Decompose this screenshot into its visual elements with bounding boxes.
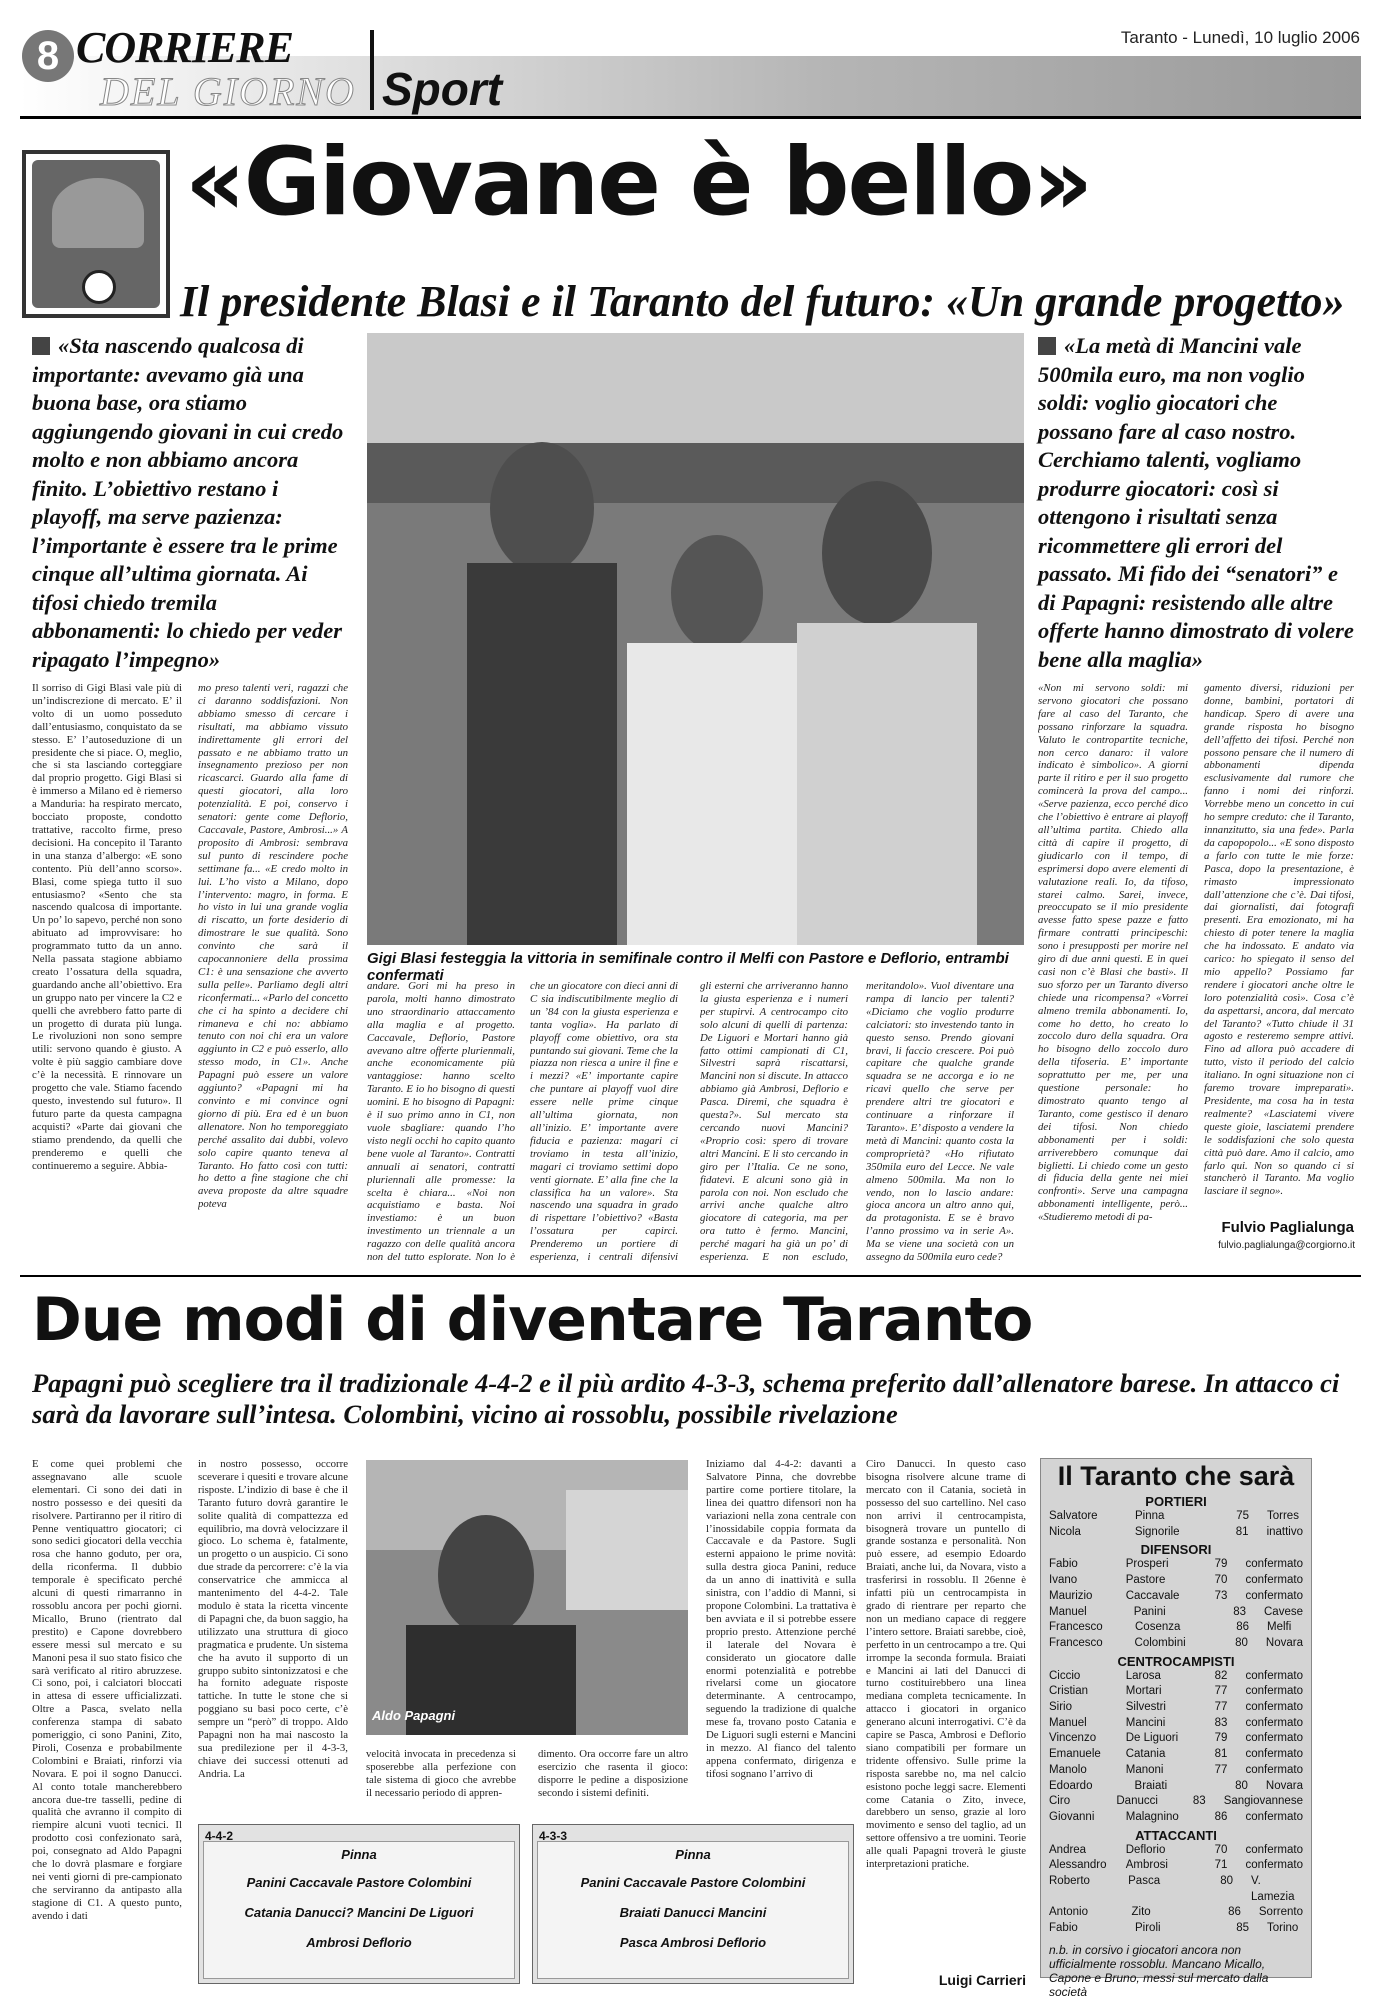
roster-row <box>1041 1843 1311 1859</box>
player-status: confermato <box>1245 1748 1303 1761</box>
roster-row <box>1041 1605 1311 1621</box>
player-first-name: Cristian <box>1049 1685 1088 1698</box>
player-surname: Prosperi <box>1125 1558 1169 1571</box>
player-surname: Silvestri <box>1125 1701 1166 1714</box>
photo-caption: Gigi Blasi festeggia la vittoria in semifinale contro il Melfi con Pastore e Deflorio, entrambi confermati <box>367 950 1009 984</box>
player-status: Melfi <box>1267 1621 1292 1634</box>
article2-subheadline: Papagni può scegliere tra il tradizionale 4-4-2 e il più ardito 4-3-3, schema preferito dall’allenatore barese. In attacco ci sarà da lavorare sull’intesa. Colombini, vicino ai rossoblu, possibile rivelazione <box>32 1368 1340 1429</box>
roster-row <box>1041 1636 1311 1652</box>
player-status: confermato <box>1245 1810 1303 1823</box>
player-birth-year: 75 <box>1236 1510 1249 1522</box>
formation-line-defense: Panini Caccavale Pastore Colombini <box>246 1875 472 1890</box>
player-first-name: Nicola <box>1049 1525 1081 1538</box>
newspaper-logo-subline: DEL GIORNO <box>100 69 356 114</box>
roster-row <box>1041 1794 1311 1810</box>
article-byline: Fulvio Paglialunga <box>1221 1219 1354 1236</box>
player-first-name: Ivano <box>1049 1574 1078 1587</box>
roster-row <box>1041 1573 1311 1589</box>
formation-line-goalkeeper: Pinna <box>675 1847 711 1862</box>
player-first-name: Vincenzo <box>1049 1732 1097 1745</box>
photo-aldo-papagni <box>366 1460 688 1735</box>
section-title: Sport <box>382 63 503 115</box>
player-surname: Braiati <box>1134 1779 1168 1792</box>
player-birth-year: 73 <box>1214 1589 1228 1602</box>
player-status: confermato <box>1245 1716 1303 1729</box>
player-surname: Danucci <box>1116 1795 1158 1808</box>
player-surname: Panini <box>1133 1605 1166 1618</box>
article-separator <box>20 1275 1361 1277</box>
player-first-name: Maurizio <box>1049 1589 1093 1602</box>
player-first-name: Ciro <box>1049 1795 1071 1808</box>
player-birth-year: 80 <box>1235 1779 1248 1792</box>
roster-row <box>1041 1684 1311 1700</box>
player-birth-year: 86 <box>1228 1906 1241 1919</box>
roster-role-heading: ATTACCANTI <box>1135 1827 1217 1843</box>
player-surname: Colombini <box>1134 1636 1186 1649</box>
roster-row <box>1041 1620 1311 1636</box>
roster-row <box>1041 1779 1311 1795</box>
player-status: confermato <box>1245 1732 1303 1745</box>
player-surname: Pastore <box>1125 1574 1166 1587</box>
photo-caption-papagni: Aldo Papagni <box>372 1708 456 1723</box>
player-first-name: Sirio <box>1049 1701 1073 1714</box>
player-birth-year: 83 <box>1192 1795 1206 1808</box>
player-status: Torino <box>1267 1922 1299 1935</box>
player-first-name: Giovanni <box>1049 1810 1095 1823</box>
roster-box <box>1040 1458 1312 1999</box>
article2-column-4: Iniziamo dal 4-4-2: davanti a Salvatore Pinna, che dovrebbe partire come portiere titolare, la linea dei quattro difensori non ha variazioni nella zona centrale con l’inossidabile coppia formata da Caccavale e da Pastore. Sugli esterni appaiono le prime novità: sulla destra gioca Panini, reduce da un anno di inattività e sulla sinistra, con l’addio di Manni, si propone Colombini. La trattativa è ben avviata e il si potrebbe essere proprio presto. Attenzione perché il laterale del Novara è considerato un giocatore dalle enormi potenzialità e potrebbe rivelarsi come un giocatore determinante. A centrocampo, seguendo la tradizione di qualche mese fa, trovano posto Catania e De Liguori sugli esterni e Mancini in mezzo. Al fianco del talento appena confermato, dirigenza e tifosi sognano l’arrivo di <box>706 1458 856 1780</box>
player-birth-year: 80 <box>1220 1875 1234 1888</box>
article-column-3: andare. Gori mi ha preso in parola, molti hanno dimostrato uno straordinario attaccamento alla maglia e al progetto. Caccavale, Deflorio, Pastore avevano altre offerte plurienmali, anche economicamente più vantaggiose: hanno scelto Taranto. E io ho bisogno di questi uomini. E ho bisogno di Papagni: è il suo primo anno in C1, non vuole sbagliare: quando l’ho visto negli occhi ho capito quanto bene vuole al Taranto». Contratti annuali ai senatori, contratti pluriennali alle promesse: la scelta è chiara... «Noi non acquistiamo e basta. Noi investiamo: è un buon investimento un triennale a un ragazzo con delle qualità ancora non del tutto esplorate. Non lo è <box>367 980 515 1264</box>
article2-column-5: Ciro Danucci. In questo caso bisogna risolvere alcune trame di mercato con il Catania, società in possesso del suo cartellino. Nel caso non arrivi il centrocampista, bisognerà trovare un puntello di grande sostanza e personalità. Non può essere, ad esempio Edoardo Braiati, anche lui, da Novara, visto a trasferirsi in rossoblu. Il 26enne è infatti più un centrocampista in grado di rientrare per reparto che non un mediano capace di reggere l’intero settore. Braiati sarebbe, cioè, perfetto in un centrocampo a tre. Qui irrompe la seconda formula. Braiati e Mancini ai lati del Danucci di turno costituirebbero una linea mediana completa tecnicamente. In attacco i giocatori in organico generano alcuni interrogativi. C’è da capire se Pasca, Ambrosi e Deflorio siano compatibili per formare un tridente offensivo. Sulle prime la risposta sarebbe no, ma nel calcio esistono poche leggi sacre. Elementi come Catania o Zito, invece, darebbero un senso, grazie al loro movimento e senso del taglio, ad un settore offensivo a tre uomini. Teorie alle quali Papagni troverà le giuste interpretazioni pratiche. <box>866 1458 1026 1871</box>
formation-line-defense: Panini Caccavale Pastore Colombini <box>580 1875 806 1890</box>
player-status: confermato <box>1245 1574 1303 1587</box>
taranto-crest-icon <box>22 150 170 318</box>
roster-row <box>1041 1905 1311 1921</box>
player-status: confermato <box>1245 1859 1303 1872</box>
player-first-name: Fabio <box>1049 1558 1078 1571</box>
article-column-6: meritandolo». Vuol diventare una rampa di lancio per talenti? «Diciamo che voglio produrre calciatori: sto investendo tanto in questo senso. Prendo giovani bravi, li faccio crescere. Poi può capitare che qualche grande squadra se ne accorga e io ne ricavi quello che serve per prendere altri tre giocatori e continuare a rinforzare il Taranto». E’ disposto a vendere la metà di Mancini: quanto costa la comproprietà? «Ho rifiutato 350mila euro del Lecce. Ne vale almeno 500mila. Ma non lo vendo, non lo lascio andare: gioca ancora un altro anno qui, da protagonista. E se è bravo l’anno prossimo va in serie A». Ma se viene una società con un assegno da 500mila euro cede? <box>866 980 1014 1264</box>
player-surname: Piroli <box>1135 1922 1161 1935</box>
photo-image <box>367 333 1024 945</box>
player-first-name: Emanuele <box>1049 1748 1101 1761</box>
player-surname: Mancini <box>1125 1716 1166 1729</box>
roster-title: Il Taranto che sarà <box>1057 1461 1295 1491</box>
player-birth-year: 86 <box>1214 1810 1228 1823</box>
roster-row <box>1041 1810 1311 1826</box>
article2-column-2: in nostro possesso, occorre sceverare i quesiti e trovare alcune risposte. L’indizio di base è che il Taranto futuro dovrà garantire le solite qualità di compattezza ed equilibrio, ma dovrà velocizzare il gioco. Lo schema è, fatalmente, un progetto o un auspicio. Ci sono due strade da percorrere: c’è la via conservatrice che ammicca al mantenimento del 4-4-2. Tale modulo è stata la ricetta vincente di Papagni che, da buon saggio, ha utilizzato una struttura di gioco pragmatica e prudente. Un sistema che ha avuto il supporto di un gruppo subito sintonizzatosi e che ha fornito adeguate risposte tattiche. In tutte le stone che si poggiano su basi poco certe, c’è sempre un “però” di troppo. Aldo Papagni non ha mai nascosto la sua predilezione per il 4-3-3, chiave dei successi ottenuti ad Andria. La <box>198 1458 348 1780</box>
player-status: Novara <box>1265 1636 1303 1649</box>
roster-row <box>1041 1874 1311 1905</box>
formation-line-midfield: Braiati Danucci Mancini <box>619 1905 767 1920</box>
player-surname: Deflorio <box>1125 1843 1166 1856</box>
article-subheadline: Il presidente Blasi e il Taranto del futuro: «Un grande progetto» <box>180 277 1345 326</box>
player-status: confermato <box>1245 1701 1303 1714</box>
article-headline: «Giovane è bello» <box>185 128 1092 237</box>
article-column-2: mo preso talenti veri, ragazzi che ci daranno soddisfazioni. Non abbiamo smesso di cercare i risultati, ma abbiamo vissuto indirettamente gli errori del passato e ne abbiamo tratto un insegnamento prezioso per non ricascarci. Guardo alla fame di questi giocatori, alla loro potenzialità. E poi, conservo i senatori: gente come Deflorio, Caccavale, Pastore, Ambrosi...» A proposito di Ambrosi: sembrava sul punto di rescindere poche settimane fa... «E credo molto in lui. L’ho visto a Milano, dopo l’intervento: magro, in forma. E ho visto in lui una grande voglia di riscatto, un forte desiderio di dimostrare le sue qualità. Sono convinto che sarà il capocannoniere della prossima C1: è una sensazione che avverto sulla pelle». Parliamo degli altri riconfermati... «Parlo del concetto che ci ha spinto a decidere chi rimaneva e chi no: abbiamo tenuto con noi chi era un valore aggiunto in C2 e può esserlo, allo stesso modo, in C1». Anche Papagni può essere un valore aggiunto? «Papagni mi ha convinto e mi convince ogni giorno di più. Era ed è un buon allenatore. Non ho temporeggiato perché assalito dai dubbi, volevo solo capire quanto teneva al Taranto. Ho fatto così con tutti: ho detto a fine stagione che chi aveva proposte da altre squadre poteva <box>198 682 348 1211</box>
player-first-name: Francesco <box>1049 1621 1103 1634</box>
player-status: Novara <box>1265 1779 1303 1792</box>
formation-line-attack: Pasca Ambrosi Deflorio <box>619 1935 767 1950</box>
player-status: confermato <box>1245 1685 1303 1698</box>
player-birth-year: 81 <box>1235 1525 1249 1538</box>
player-surname: Cosenza <box>1135 1621 1181 1634</box>
formation-line-attack: Ambrosi Deflorio <box>306 1935 412 1950</box>
article-column-8: gamento diversi, riduzioni per donne, bambini, portatori di handicap. Spero di avere una grande risposta ho bisogno dell’affetto dei tifosi. Perché non possono pensare che il numero di abbonamenti dipenda esclusivamente dal rumore che fanno i nomi dei rinforzi. Vorrebbe meno un concetto in cui ho sempre creduto: che il Taranto, innanzitutto, sia una fede». Parla da capopopolo... «E sono disposto a farlo con tutte le mie forze: Pasca, dopo la presentazione, è rimasto impressionato dall’attenzione che c’è. Dai tifosi, dai giornalisti, dai fotografi presenti. Era emozionato, mi ha chiesto di poter tenere la maglia che ha indossato. E andato via carico: ho spiegato il senso del mio appello? Possiamo far rendere i giocatori anche oltre le loro potenzialità così». Cosa c’è da aspettarsi, ancora, dal mercato del Taranto? «Tutto chiude il 31 agosto e resteremo sempre attivi. Fino ad allora può accadere di tutto, visto il periodo del calcio italiano. In ogni situazione non ci faremo trovare impreparati». Presidente, ma cosa ha in testa realmente? «Lasciatemi vivere queste gioie, lasciatemi prendere le soddisfazioni che solo questa città può dare. Amo il calcio, amo farlo qui. Non so quando ci si stancherò il Taranto. Ma voglio lasciare il segno». <box>1204 682 1354 1198</box>
roster-row <box>1041 1669 1311 1685</box>
player-birth-year: 71 <box>1214 1859 1228 1872</box>
player-birth-year: 83 <box>1214 1716 1228 1729</box>
player-status: Sangiovannese <box>1223 1795 1303 1808</box>
roster-row <box>1041 1763 1311 1779</box>
page-number: 8 <box>22 30 74 82</box>
player-surname: Manoni <box>1125 1763 1164 1776</box>
player-status: confermato <box>1245 1843 1303 1856</box>
roster-row <box>1041 1731 1311 1747</box>
player-birth-year: 77 <box>1214 1763 1228 1776</box>
player-first-name: Alessandro <box>1049 1859 1107 1872</box>
pull-quote-left: «Sta nascendo qualcosa di importante: avevamo già una buona base, ora stiamo aggiungendo giovani in cui credo molto e non abbiamo ancora finito. L’obiettivo restano i playoff, ma serve pazienza: l’importante è essere tra le prime cinque all’ultima giornata. Ai tifosi chiedo tremila abbonamenti: lo chiedo per veder ripagato l’impegno» <box>32 333 344 672</box>
formation-line-goalkeeper: Pinna <box>341 1847 377 1862</box>
dateline: Taranto - Lunedì, 10 luglio 2006 <box>1120 28 1360 47</box>
roster-role-heading: CENTROCAMPISTI <box>1117 1653 1235 1669</box>
player-surname: Ambrosi <box>1125 1859 1168 1872</box>
player-status: Sorrento <box>1258 1906 1303 1919</box>
masthead-rule <box>20 116 1361 119</box>
player-surname: Zito <box>1131 1906 1151 1919</box>
player-surname: Signorile <box>1134 1525 1180 1538</box>
roster-row <box>1041 1716 1311 1732</box>
player-surname: Pinna <box>1135 1510 1165 1522</box>
player-birth-year: 70 <box>1214 1843 1228 1856</box>
roster-row <box>1041 1921 1311 1937</box>
article-column-1: Il sorriso di Gigi Blasi vale più di un’indiscrezione di mercato. E’ il volto di un uomo posseduto dall’entusiasmo, conquistato da se stesso. E’ l’autoseduzione di un presidente che si piace. O, meglio, che si sta lasciando corteggiare dal proprio progetto. Gigi Blasi si è immerso a Milano ed è riemerso a Manduria: ha respirato mercato, bocciato proposte, condotto trattative, raccolto firme, preso decisioni. Ha concepito il Taranto in una stanza d’albergo: «E sono contento. Più dell’anno scorso». Blasi, come spiega tutto il suo entusiasmo? «Sento che sta nascendo qualcosa di importante. Un po’ lo sapevo, perché non sono abituato ad improvvisare: ho programmato tutto da un anno. Nella passata stagione abbiamo creato l’ossatura della squadra, guardando anche all’obiettivo. Era un gruppo nato per vincere la C2 e quelli che avrebbero fatto parte di un progetto di durata più lunga. Le rivoluzioni non sono sempre utili: servono quando è giusto. A volte è più saggio cambiare dove c’è la necessità. E rinnovare un progetto che vale. Stiamo facendo questo, investendo sul futuro». Il futuro parte da questa campagna acquisti? «Parte dai giovani che stiamo prendendo, da quelli che prenderemo e quelli che continueremo a seguire. Abbia- <box>32 682 182 1172</box>
article-column-4: che un giocatore con dieci anni di C sia indiscutibilmente meglio di un ’84 con la giusta esperienza e tanta voglia». Ha parlato di playoff come obiettivo, ora sta puntando sui giovani. Teme che la piazza non riesca a unire il fine e i mezzi? «E’ importante capire che puntare ai playoff vuol dire essere nelle prime cinque all’ultima giornata, non all’inizio. E’ importante avere fiducia e pazienza: magari ci troviamo in testa all’inizio, magari ci troviamo settimi dopo venti giornate. E’ alla fine che la classifica ha un valore». Sta nascendo una squadra in grado di rispettare l’obiettivo? «Basta l’ossatura per capirci. Prenderemo un portiere di esperienza, i centrali difensivi <box>530 980 678 1264</box>
photo-image <box>366 1460 688 1735</box>
player-status: confermato <box>1245 1763 1303 1776</box>
player-first-name: Ciccio <box>1049 1669 1081 1682</box>
player-first-name: Andrea <box>1049 1843 1087 1856</box>
roster-row <box>1041 1525 1311 1541</box>
player-status: confermato <box>1245 1589 1303 1602</box>
player-first-name: Roberto <box>1049 1875 1090 1888</box>
pull-quote-right: «La metà di Mancini vale 500mila euro, ma non voglio soldi: voglio giocatori che possano fare al caso nostro. Cerchiamo talenti, vogliamo produrre giocatori: così si ottengono i risultati senza ricommettere gli errori del passato. Mi fido dei “senatori” e di Papagni: resistendo alle altre offerte hanno dimostrato di volere bene alla maglia» <box>1038 333 1354 672</box>
player-first-name: Manolo <box>1049 1763 1087 1776</box>
player-birth-year: 77 <box>1214 1685 1228 1698</box>
player-first-name: Francesco <box>1049 1636 1103 1649</box>
player-first-name: Fabio <box>1049 1922 1078 1935</box>
square-bullet-icon <box>32 337 50 355</box>
player-birth-year: 77 <box>1214 1701 1228 1714</box>
roster-row <box>1041 1747 1311 1763</box>
formation-label: 4-4-2 <box>205 1829 234 1843</box>
player-status: confermato <box>1245 1558 1303 1571</box>
roster-row <box>1041 1557 1311 1573</box>
player-birth-year: 79 <box>1214 1558 1228 1571</box>
player-first-name: Manuel <box>1049 1605 1087 1618</box>
player-birth-year: 79 <box>1214 1732 1228 1745</box>
player-birth-year: 83 <box>1233 1605 1246 1618</box>
player-surname: Caccavale <box>1125 1589 1180 1602</box>
player-status: Torres <box>1267 1510 1299 1522</box>
roster-row <box>1041 1509 1311 1525</box>
player-surname: Malagnino <box>1125 1810 1179 1823</box>
roster-row <box>1041 1589 1311 1605</box>
formation-diagram-433 <box>532 1824 854 1984</box>
player-birth-year: 81 <box>1214 1748 1228 1761</box>
player-status: Cavese <box>1264 1605 1303 1618</box>
formation-diagram-442 <box>198 1824 520 1984</box>
roster-row <box>1041 1858 1311 1874</box>
player-first-name: Edoardo <box>1049 1779 1093 1792</box>
player-birth-year: 80 <box>1235 1636 1248 1649</box>
player-surname: De Liguori <box>1125 1732 1179 1745</box>
player-birth-year: 70 <box>1214 1574 1228 1587</box>
author-email: fulvio.paglialunga@corgiorno.it <box>1218 1240 1355 1251</box>
player-surname: Mortari <box>1125 1685 1162 1698</box>
player-surname: Pasca <box>1128 1875 1161 1888</box>
roster-groups <box>1041 1494 1311 1937</box>
player-status: confermato <box>1245 1669 1303 1682</box>
photo-blasi-celebration <box>367 333 1024 945</box>
formation-line-midfield: Catania Danucci? Mancini De Liguori <box>244 1905 474 1920</box>
player-surname: Larosa <box>1125 1669 1161 1682</box>
logo-divider <box>370 30 374 110</box>
newspaper-logo: CORRIERE <box>76 23 293 72</box>
article-column-7: «Non mi servono soldi: mi servono giocatori che possano fare al caso del Taranto, che possano rinforzare la squadra. Valuto le contropartite tecniche, non cerco danaro: il valore indicato è simbolico». A giorni parte il ritiro e per il suo progetto comincerà la prova del campo... «Serve pazienza, ecco perché dico che l’obiettivo è entrare ai playoff all’ultima partita. Chiedo alla città di capire il progetto, di giudicarlo con il tempo, di esprimersi dopo avere elementi di valutazione reali. Io, da tifoso, starei calmo. Sarei, invece, preoccupato se il mio presidente avesse fatto spese pazze e fatto firmare contratti principeschi: sono i presupposti per morire nel giro di due anni questi. E in quei casi non c’è Blasi che basti». Il suo sforzo per un Taranto diverso chiede una ricompensa? «Vorrei almeno tremila abbonamenti. Io, come ho detto, ho creato lo zoccolo duro della squadra. Ora ho bisogno dello zoccolo duro della tifoseria. E’ importante soprattutto per me, per una questione personale: ho dimostrato quanto tengo al Taranto, come gestisco il denaro dei tifosi. Non chiedo abbonamenti per i soldi: arriverebbero comunque dai biglietti. Li chiedo come un gesto di fiducia della gente nei miei confronti». Serve una campagna abbonamenti intelligente, però... «Studieremo metodi di pa- <box>1038 682 1188 1224</box>
player-birth-year: 85 <box>1236 1922 1249 1935</box>
article2-byline: Luigi Carrieri <box>938 1972 1026 1988</box>
roster-role-heading: DIFENSORI <box>1140 1542 1212 1558</box>
roster-row <box>1041 1700 1311 1716</box>
player-surname: Catania <box>1125 1748 1166 1761</box>
article2-column-4b: dimento. Ora occorre fare un altro esercizio che rasenta il gioco: disporre le pedine a disposizione secondo i sistemi definiti. <box>538 1748 688 1799</box>
player-first-name: Salvatore <box>1049 1510 1098 1522</box>
roster-role-heading: PORTIERI <box>1145 1494 1207 1509</box>
player-first-name: Antonio <box>1049 1906 1089 1919</box>
article2-column-3: velocità invocata in precedenza si sposerebbe alla perfezione con tale sistema di gioco che avrebbe il necessario periodo di appren- <box>366 1748 516 1799</box>
roster-note: n.b. in corsivo i giocatori ancora non ufficialmente rossoblu. Mancano Micallo, Capone e Bruno, messi sul mercato dalla società <box>1049 1942 1269 1999</box>
player-first-name: Manuel <box>1049 1716 1087 1729</box>
article2-column-1: E come quei problemi che assegnavano alle scuole elementari. Ci sono dei dati in nostro possesso e dei quesiti da risolvere. Partiranno per il ritiro di Penne ventiquattro giocatori; ci sono sedici giocatori della vecchia rosa che hanno goduto, per ora, della riconferma. Il dubbio temporale è specificato perché alcuni di questi rimarranno in rossoblu ancora per pochi giorni. Micallo, Bruno (rientrato dal prestito) e Capone dovrebbero essere messi sul mercato e su Manoni pesa il suo stato fisico che sarà verificato al ritiro abruzzese. Ci sono, poi, i calciatori bloccati in attesa di essere ufficializzati. Oltre a Pasca, svelato nella conferenza stampa di sabato pomeriggio, ci sono Panini, Zito, Piroli, Cosenza e probabilmente Colombini e Braiati, rinforzi via Novara. E poi il sogno Danucci. Al conto totale mancherebbero ancora due-tre tasselli, pedine di qualità che avranno il compito di riempire alcuni vuoti tecnici. Il prodotto così confezionato sarà, poi, consegnato ad Aldo Papagni che lo dovrà plasmare e forgiare nei venti giorni di pre-campionato che serviranno da antipasto alla stagione di C1. A questo punto, avendo i dati <box>32 1458 182 1922</box>
player-status: inattivo <box>1266 1525 1303 1538</box>
article-column-5: gli esterni che arriveranno hanno la giusta esperienza e i numeri per stupirvi. A centrocampo cito solo alcuni di quelli di partenza: De Liguori e Mortari hanno già fatto ottimi campionati di C1, Silvestri saprà riscattarsi, Mancini non si discute. In attacco abbiamo già Ambrosi, Deflorio e Pasca. Diremi, che squadra è questa?». Sul mercato sta cercando nuovi Mancini? «Proprio così: spero di trovare altri Mancini. E li sto cercando in giro per l’Italia. Ce ne sono, fidatevi. E alcuni sono già in parola con noi. Non escludo che arrivi anche qualche altro giocatore di categoria, ma per ora tutto è fermo. Mancini, perché magari ha già un po’ di esperienza. E non escludo, <box>700 980 848 1264</box>
player-birth-year: 86 <box>1236 1621 1249 1634</box>
formation-label: 4-3-3 <box>539 1829 568 1843</box>
article2-headline: Due modi di diventare Taranto <box>32 1285 1033 1355</box>
player-status: V. Lamezia <box>1251 1875 1295 1903</box>
square-bullet-icon <box>1038 337 1056 355</box>
player-birth-year: 82 <box>1214 1669 1228 1682</box>
